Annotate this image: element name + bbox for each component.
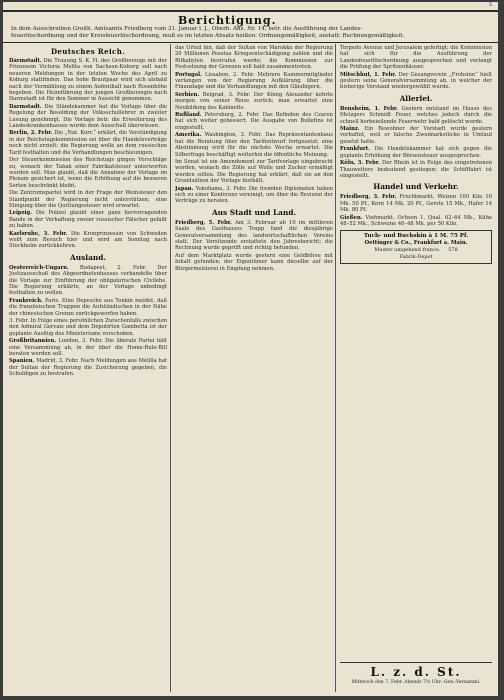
- column-right: [340, 45, 492, 652]
- paragraph-text: Lissabon, 2. Febr. Mehrere Kammermitglieder verlangen von der Regierung Aufklärung über die Finanzlage und die Verhandlungen mit den Gläubigern.: [175, 71, 333, 91]
- paragraph-text: Ein Bewohner der Vorstadt wurde gestern verhaftet, weil er falsche Zweimarkstücke in Umlauf gesetzt hatte.: [340, 126, 492, 145]
- paragraph-text: Viehmarkt. Ochsen 1. Qual. 62–64 Mk., Kühe 48–52 Mk., Schweine 46–48 Mk. per 50 Kilo.: [340, 214, 492, 227]
- paragraph-text: Der Steuerkommission des Reichstags gingen Vorschläge zu, wonach der Tabak einer Fabrikatsteuer unterworfen werden soll. Man glaubt, daß die Annahme der Vorlage im Plenum gesichert ist, wenn die Erhöhung auf die besseren Sorten beschränkt bleibt.: [9, 157, 167, 189]
- paragraph-text: Im Senat ist ein Amendement zur Tarifvorlage eingebracht worden, wonach die Zölle auf Wolle und Zucker ermäßigt werden sollen. Die Regierung hat erklärt, daß sie an den Grundsätzen der Vorlage festhält.: [175, 158, 333, 185]
- dateline: Mitschhut, 1. Febr.: [340, 71, 397, 78]
- news-paragraph: [340, 146, 492, 159]
- section-heading: Handel und Verkehr.: [373, 182, 459, 192]
- ad-code: 578: [448, 247, 458, 254]
- paragraph-text: Am 3. Februar ab 10 im mittleren Saale des Gasthauses Trapp fand die diesjährige Generalversammlung des landwirtschaftlichen Vereins statt. Der Vorsitzende erstattete den Jahresbericht; die Rechnung wurde geprüft und richtig befunden.: [175, 219, 333, 252]
- footer-notice: [340, 662, 492, 685]
- correction-line-1: In dem Ausschreiben Großh. Amtsamts Friedberg vom 31. Januar l. J., Oberh. Anz. Nr. 14, betr. die Ausführung der Landes-: [11, 26, 363, 32]
- news-paragraph: [175, 220, 333, 252]
- column-middle: [175, 45, 333, 692]
- paragraph-text: Gestern entstand im Hause des Metzgers Schmidt Feuer, welches jedoch durch die schnell herbeieilende Feuerwehr bald gelöscht wurde.: [340, 105, 492, 125]
- paragraph-text: Die Trauung S. K. H. des Großherzogs mit der Prinzessin Victoria Melita von Sachsen-Koburg soll nach neueren Meldungen in der letzten Woche des April zu Koburg stattfinden. Das hohe Brautpaar wird sich alsbald nach der Vermählung zu einem Aufenthalt nach Rosenhöhe begeben. Die Heimführung der jungen Großherzogin nach Darmstadt ist für den Sommer in Aussicht genommen.: [9, 58, 167, 103]
- column-left: [9, 45, 167, 692]
- ad-footer-row: [344, 247, 488, 253]
- top-rule: [3, 10, 498, 12]
- news-paragraph: [175, 72, 333, 91]
- advertisement-box: [340, 230, 492, 264]
- news-paragraph: [9, 190, 167, 209]
- news-paragraph: [175, 159, 333, 185]
- paragraph-text: Der Rhein ist in Folge des eingetretenen Thauwetters bedeutend gestiegen; die Schifffahrt ist eingestellt.: [340, 160, 492, 179]
- news-paragraph: [9, 338, 167, 357]
- dateline: Leipzig.: [9, 210, 32, 217]
- footer-title: L. z. d. St.: [370, 665, 462, 679]
- news-paragraph: [9, 318, 167, 337]
- paragraph-text: Madrid, 3. Febr. Nach Meldungen aus Melilla hat der Sultan der Regierung die Zusicherung gegeben, die Schuldigen zu bestrafen.: [9, 358, 167, 378]
- dateline: Japan.: [175, 185, 194, 192]
- dateline: Amerika.: [175, 132, 202, 139]
- dateline: Darmstadt.: [9, 103, 42, 110]
- news-paragraph: [340, 45, 492, 71]
- page-number: 5: [488, 2, 492, 8]
- dateline: Friedberg, 5. Febr.: [175, 219, 232, 226]
- paragraph-text: Washington, 3. Febr. Das Repräsentantenhaus hat die Beratung über den Tarifentwurf fortgesetzt; eine Abstimmung wird für die nächste Woche erwartet. Die Silberfrage beschäftigt weiterhin die öffentliche Meinung.: [175, 132, 333, 158]
- footer-rule: [340, 662, 492, 663]
- paragraph-text: Die „Nat. Korr.“ erklärt, die Verständigung in der Reichstagskommission sei über die Handelsverträge noch nicht erzielt; die Regierung wolle an dem russischen Tarif festhalten und die Verhandlungen beschleunigen.: [9, 130, 167, 156]
- paragraph-text: 3. Febr. In Folge eines persönlichen Zwischenfalls zwischen den Admiral Gervais und dem Deputirten Gambetta ist der geplante Ausflug des Ministeriums verschoben.: [9, 318, 167, 337]
- ad-sample-note: Muster umgehend franco.: [374, 247, 441, 254]
- correction-line-2: feuerlöschordnung und der Kreisfeuerlöschordnung, muß es im letzten Absatz heißen: Ordnungsmäßigkeit, anstatt: Rechnungsmäßigkeit.: [11, 33, 405, 39]
- dateline: Bensheim, 1. Febr.: [340, 105, 398, 112]
- dateline: Frankreich.: [9, 297, 43, 304]
- news-paragraph: [340, 160, 492, 179]
- news-paragraph: [175, 253, 333, 272]
- news-paragraph: [9, 358, 167, 377]
- correction-heading: Berichtigung.: [178, 14, 277, 27]
- paragraph-text: Die Handelskammer hat sich gegen die geplante Erhöhung der Börsensteuer ausgesprochen.: [340, 146, 492, 159]
- paragraph-text: Die Ständekammer hat die Vorlage über die Regelung der Besoldung der Volksschullehrer in zweiter Lesung genehmigt. Die Vorlage betr. die Erweiterung des Landeskrankenhauses wurde dem Ausschuß überwiesen.: [9, 103, 167, 130]
- news-paragraph: [9, 157, 167, 189]
- dateline: Friedberg, 3. Febr.: [340, 194, 397, 201]
- footer-subtitle: Mittwoch den 7. Febr. Abends 7½ Uhr: Gen.-Versamml.: [351, 680, 481, 685]
- news-paragraph: [175, 186, 333, 205]
- ad-company: Oettinger & Co., Frankfurt a. Main.: [364, 240, 468, 247]
- news-paragraph: [9, 298, 167, 317]
- ad-tag: Fabrik-Depot: [399, 254, 433, 261]
- paragraph-text: Die Kronprinzessin von Schweden weilt zum Besuch hier und wird am Sonntag nach Stockholm zurückkehren.: [9, 230, 167, 250]
- paragraph-text: Auf dem Marktplatz wurde gestern eine Geldbörse mit Inhalt gefunden; der Eigentümer kann dieselbe auf der Bürgermeisterei in Empfang nehmen.: [175, 252, 333, 272]
- paragraph-text: das Urteil hin, daß der Sultan von Marokko der Regierung 20 Millionen Pesetas Kriegsentschädigung zahlen und die Rifkabylen bestrafen werde; die Kommission zur Festsetzung der Grenzen soll bald zusammentreten.: [175, 45, 333, 71]
- news-paragraph: [175, 112, 333, 131]
- section-heading: Deutsches Reich.: [50, 47, 126, 56]
- paragraph-text: Die Zentrumspartei wird in der Frage der Weinsteuer den Standpunkt der Regierung nicht unterstützen; eine Einigung über die Quittungssteuer wird erwartet.: [9, 190, 167, 209]
- paragraph-text: Petersburg, 2. Febr. Das Befinden des Czaren hat sich weiter gebessert. Die Ausgabe von Bulletins ist eingestellt.: [175, 112, 333, 131]
- paragraph-text: Der Gesangverein „Frohsinn“ hielt gestern seine Generalversammlung ab, in welcher der bisherige Vorstand wiedergewählt wurde.: [340, 71, 492, 91]
- news-paragraph: [340, 72, 492, 91]
- paragraph-text: Torpedo Avenue und Jerusalem gefertigt; die Kommission hat sich für die Ausführung der Landesfeuerlöschordnung ausgesprochen und verlangt die Prüfung der Spritzenhäuser.: [340, 45, 492, 71]
- dateline: Köln, 3. Febr.: [340, 160, 380, 167]
- paragraph-text: Fruchtmarkt. Weizen 100 Kilo 16 Mk. 50 Pf., Korn 14 Mk. 20 Pf., Gerste 15 Mk., Hafer 14 Mk. 80 Pf.: [340, 194, 492, 214]
- paragraph-text: Belgrad, 3. Febr. Der König Alexander kehrte morgen von seiner Reise zurück; man erwartet eine Neubildung des Kabinetts.: [175, 91, 333, 111]
- paragraph-text: London, 3. Febr. Die liberale Partei hält eine Versammlung ab, in der über die Home-Rule-Bill beraten werden soll.: [9, 338, 167, 358]
- paragraph-text: Paris. Eine Depesche aus Tonkin meldet, daß die französischen Truppen die Aufständischen in der Nähe der chinesischen Grenze zurückgeworfen haben.: [9, 297, 167, 317]
- news-paragraph: [340, 126, 492, 145]
- dateline: Berlin, 2. Febr.: [9, 130, 53, 137]
- news-paragraph: [9, 130, 167, 156]
- dateline: Spanien.: [9, 358, 35, 365]
- section-heading: Aus Stadt und Land.: [211, 207, 297, 217]
- dateline: Rußland.: [175, 112, 202, 119]
- news-paragraph: [340, 194, 492, 213]
- column-divider: [170, 44, 171, 692]
- news-paragraph: [9, 210, 167, 229]
- dateline: Oesterreich-Ungarn.: [9, 264, 69, 271]
- section-heading: Ausland.: [70, 252, 106, 262]
- paragraph-text: Budapest, 2. Febr. Der Justizausschuß des Abgeordnetenhauses verhandelte über die Vorlage zur Einführung der obligatorischen Civilehe. Die Regierung erklärte, an der Vorlage unbedingt festhalten zu wollen.: [9, 264, 167, 297]
- news-paragraph: [9, 58, 167, 103]
- dateline: Karlsruhe, 3. Febr.: [9, 230, 68, 237]
- paragraph-text: Die Polizei glaubt einer ganz hervorragenden Bande in der Verhaftung zweier russischer Fälscher gefaßt zu haben.: [9, 210, 167, 230]
- news-paragraph: [9, 231, 167, 250]
- news-paragraph: [9, 265, 167, 297]
- dateline: Gießen.: [340, 214, 363, 221]
- news-paragraph: [340, 215, 492, 228]
- ad-headline: Tuch- und Buckskin à 1 M. 75 Pf.: [363, 233, 469, 240]
- newspaper-page: [3, 2, 498, 696]
- news-paragraph: [340, 106, 492, 125]
- dateline: Großbritannien.: [9, 338, 57, 345]
- dateline: Serbien.: [175, 91, 200, 98]
- dateline: Frankfurt.: [340, 146, 370, 153]
- news-paragraph: [175, 45, 333, 71]
- column-divider: [335, 44, 336, 692]
- section-rule: [3, 42, 498, 43]
- dateline: Darmstadt.: [9, 58, 42, 64]
- news-paragraph: [175, 92, 333, 111]
- news-paragraph: [9, 104, 167, 130]
- news-paragraph: [175, 132, 333, 158]
- paragraph-text: Yokohama, 3. Febr. Die fremden Diplomaten haben sich zu einer Konferenz vereinigt, um über die Revision der Verträge zu beraten.: [175, 185, 333, 205]
- dateline: Mainz.: [340, 126, 360, 133]
- dateline: Portugal.: [175, 71, 202, 78]
- section-heading: Allerlei.: [399, 93, 433, 103]
